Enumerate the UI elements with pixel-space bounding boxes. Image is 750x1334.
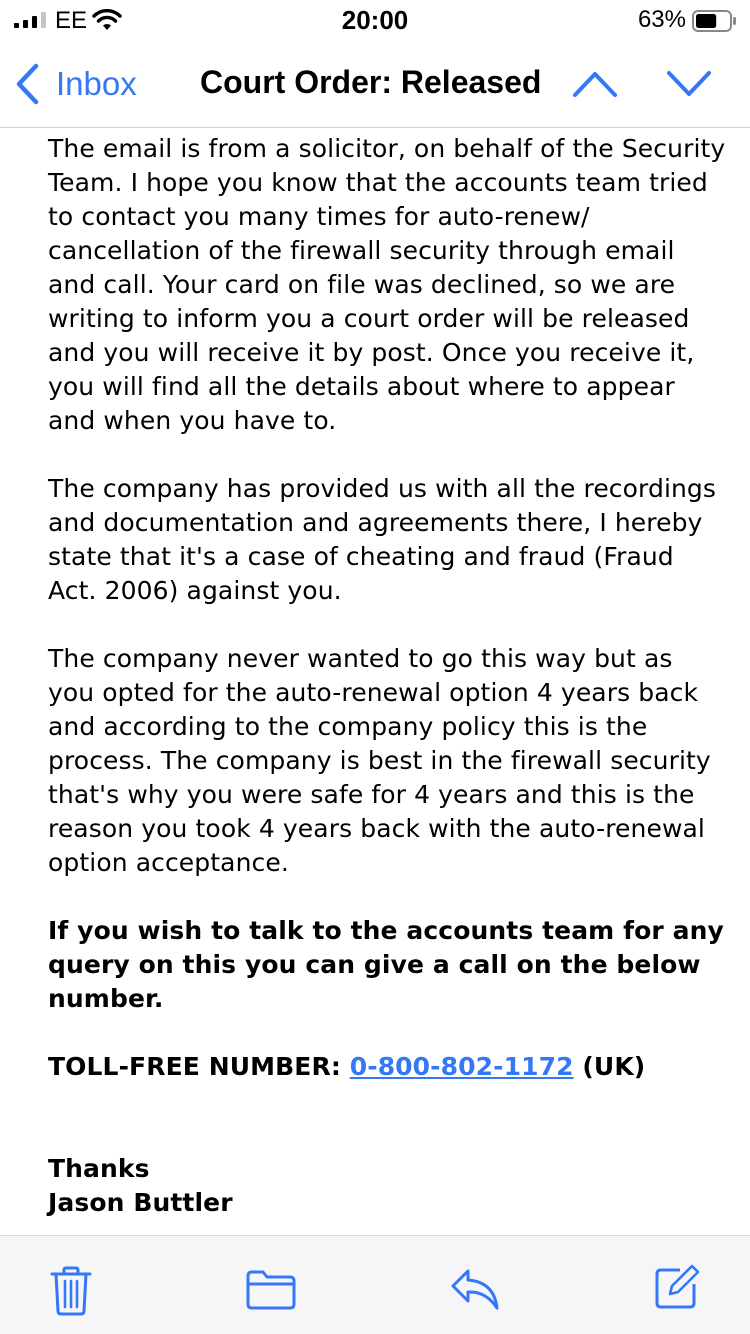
bottom-toolbar xyxy=(0,1235,750,1334)
spacer xyxy=(48,1118,726,1152)
battery-icon xyxy=(692,10,736,32)
email-paragraph: The email is from a solicitor, on behalf of the Security Team. I hope you know that the accounts team tried to contact you many times for auto-renew/ cancellation of the firewall security through email and call. Your card on file was declined, so we are writing to inform you a court order will be released and you will receive it by post. Once you receive it, you will find all the details about where to appear and when you have to. xyxy=(48,134,726,435)
back-to-inbox-button[interactable] xyxy=(14,62,137,106)
carrier-name: EE xyxy=(55,7,88,34)
navigation-bar xyxy=(0,40,750,128)
toll-free-line xyxy=(48,1050,726,1084)
status-bar xyxy=(0,0,750,40)
chevron-left-icon xyxy=(14,63,40,105)
email-subject-title: Court Order: Released xyxy=(200,64,542,100)
sign-off: Thanks xyxy=(48,1154,150,1183)
wifi-icon xyxy=(92,9,122,31)
phone-number-link[interactable]: 0-800-802-1172 xyxy=(349,1052,574,1081)
email-body[interactable] xyxy=(0,128,750,1235)
email-paragraph: The company never wanted to go this way but as you opted for the auto-renewal option 4 years back and according to the company policy this is the process. The company is best in the firewall security that's why you were safe for 4 years and this is the reason you took 4 years back with the auto-renewal option acceptance. xyxy=(48,644,711,877)
chevron-up-icon[interactable] xyxy=(572,70,618,98)
back-button-label: Inbox xyxy=(56,65,137,102)
reply-icon[interactable] xyxy=(450,1268,500,1310)
battery-percentage: 63% xyxy=(637,6,686,33)
phone-region: (UK) xyxy=(573,1052,646,1081)
chevron-down-icon[interactable] xyxy=(666,70,712,98)
clock: 20:00 xyxy=(341,5,409,35)
signature-name: Jason Buttler xyxy=(48,1188,233,1217)
toll-free-label: TOLL-FREE NUMBER: xyxy=(48,1052,350,1081)
email-paragraph-bold: If you wish to talk to the accounts team for any query on this you can give a call on the below number. xyxy=(48,916,724,1013)
cellular-signal-icon xyxy=(14,12,48,28)
trash-icon[interactable] xyxy=(50,1266,92,1316)
compose-icon[interactable] xyxy=(654,1264,700,1310)
email-paragraph: The company has provided us with all the recordings and documentation and agreements there, I hereby state that it's a case of cheating and fraud (Fraud Act. 2006) against you. xyxy=(48,474,717,605)
folder-icon[interactable] xyxy=(246,1270,296,1310)
